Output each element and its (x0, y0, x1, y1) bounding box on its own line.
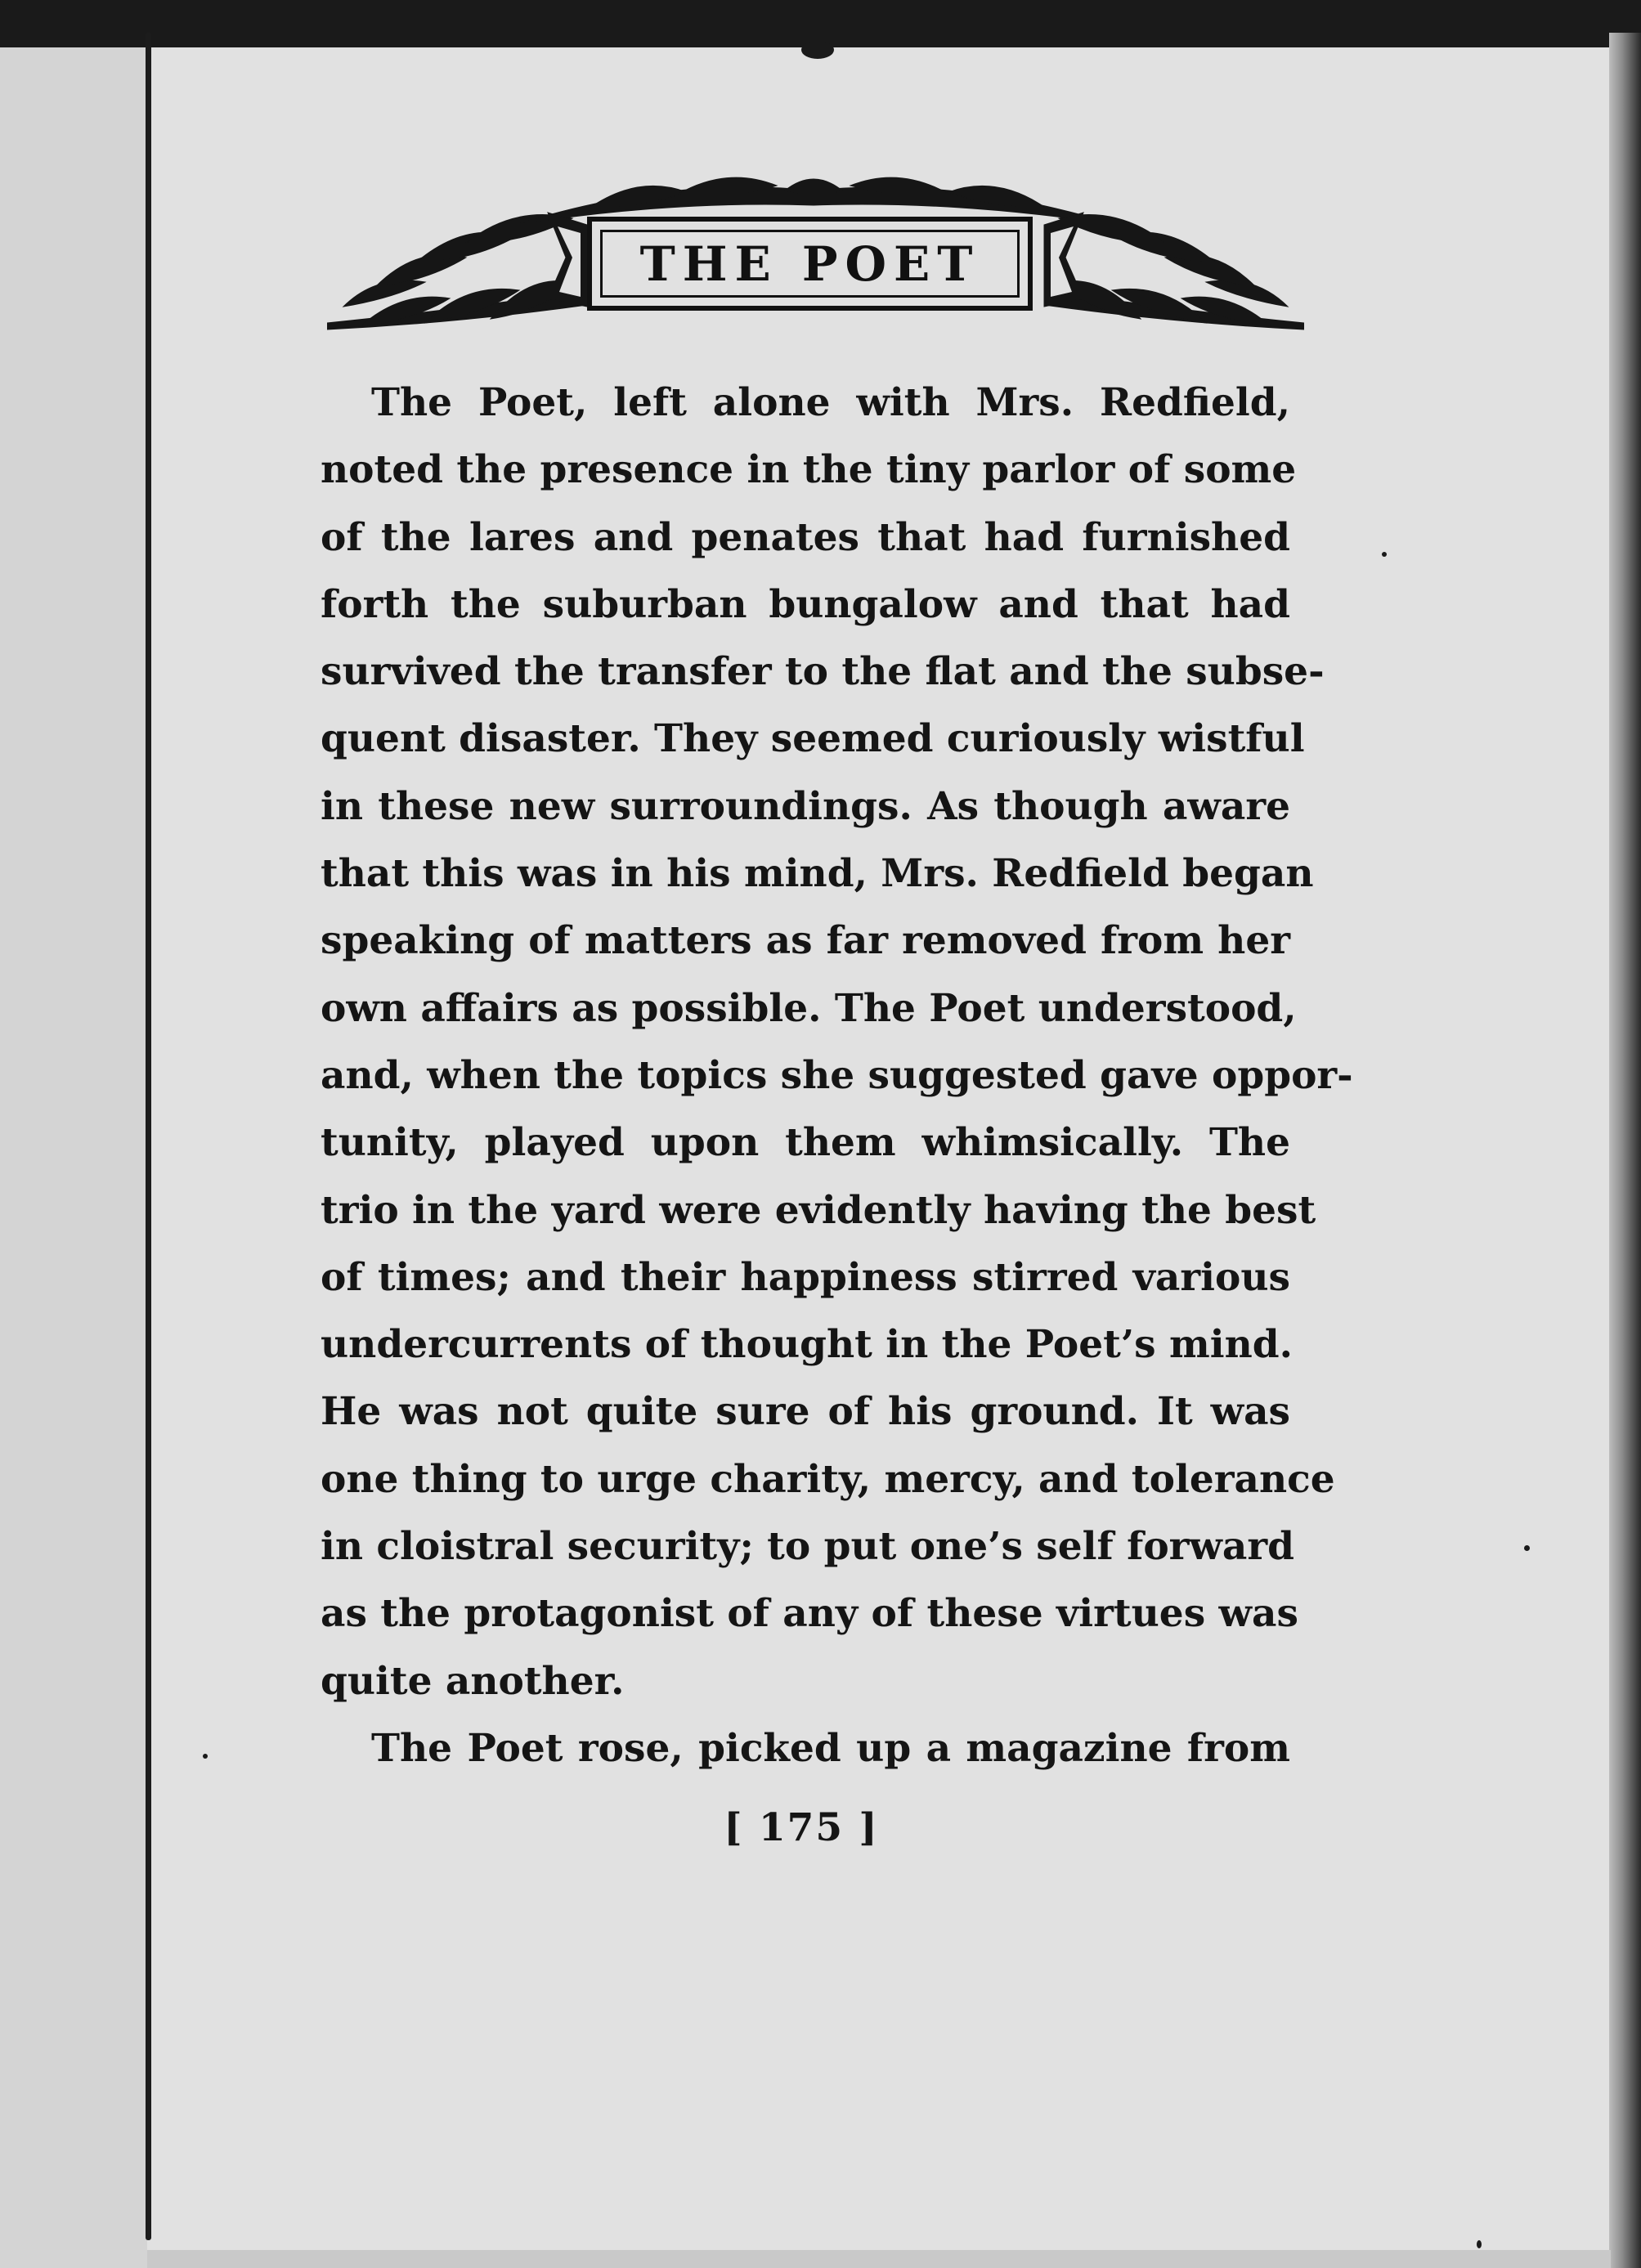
text-line: The Poet, left alone with Mrs. Redfield, (371, 380, 1290, 425)
text-line: in these new surroundings. As though aware (321, 783, 1290, 829)
page-right-edge (1609, 33, 1641, 2268)
text-line: own affairs as possible. The Poet understood, (321, 985, 1297, 1031)
text-line: trio in the yard were evidently having the best (321, 1187, 1316, 1233)
text-line: of times; and their happiness stirred various (321, 1254, 1290, 1300)
text-line: He was not quite sure of his ground. It was (321, 1389, 1290, 1435)
ink-speck (1477, 2240, 1482, 2248)
text-line: forth the suburban bungalow and that had (321, 581, 1290, 627)
text-line: noted the presence in the tiny parlor of some (321, 447, 1297, 493)
page-number: [ 175 ] (724, 1805, 879, 1850)
chapter-title: THE POET (639, 235, 980, 292)
title-plate (587, 217, 1033, 311)
text-line: that this was in his mind, Mrs. Redfield began (321, 851, 1314, 897)
text-line: quent disaster. They seemed curiously wistful (321, 716, 1305, 762)
text-line: speaking of matters as far removed from her (321, 918, 1290, 964)
ink-speck (1382, 552, 1387, 557)
text-line: survived the transfer to the flat and the subse- (321, 649, 1325, 695)
page-bottom-edge (147, 2250, 1611, 2268)
text-line: quite another. (321, 1658, 625, 1704)
text-line: The Poet rose, picked up a magazine from (371, 1725, 1290, 1771)
text-line: one thing to urge charity, mercy, and tolerance (321, 1456, 1335, 1502)
ink-speck (203, 1754, 208, 1759)
ink-speck (1524, 1545, 1530, 1551)
text-line: in cloistral security; to put one’s self forward (321, 1524, 1294, 1570)
book-gutter-line (146, 33, 151, 2240)
text-line: and, when the topics she suggested gave oppor- (321, 1052, 1353, 1098)
text-line: of the lares and penates that had furnished (321, 514, 1290, 560)
page-body-text (321, 370, 1353, 1782)
facing-page-edge (0, 47, 147, 2268)
ink-speck (801, 41, 834, 59)
title-plate-inner (600, 230, 1020, 298)
text-line: tunity, played upon them whimsically. The (321, 1120, 1290, 1166)
text-line: as the protagonist of any of these virtues was (321, 1591, 1298, 1637)
chapter-header (327, 168, 1304, 331)
text-line: undercurrents of thought in the Poet’s mind. (321, 1322, 1293, 1368)
